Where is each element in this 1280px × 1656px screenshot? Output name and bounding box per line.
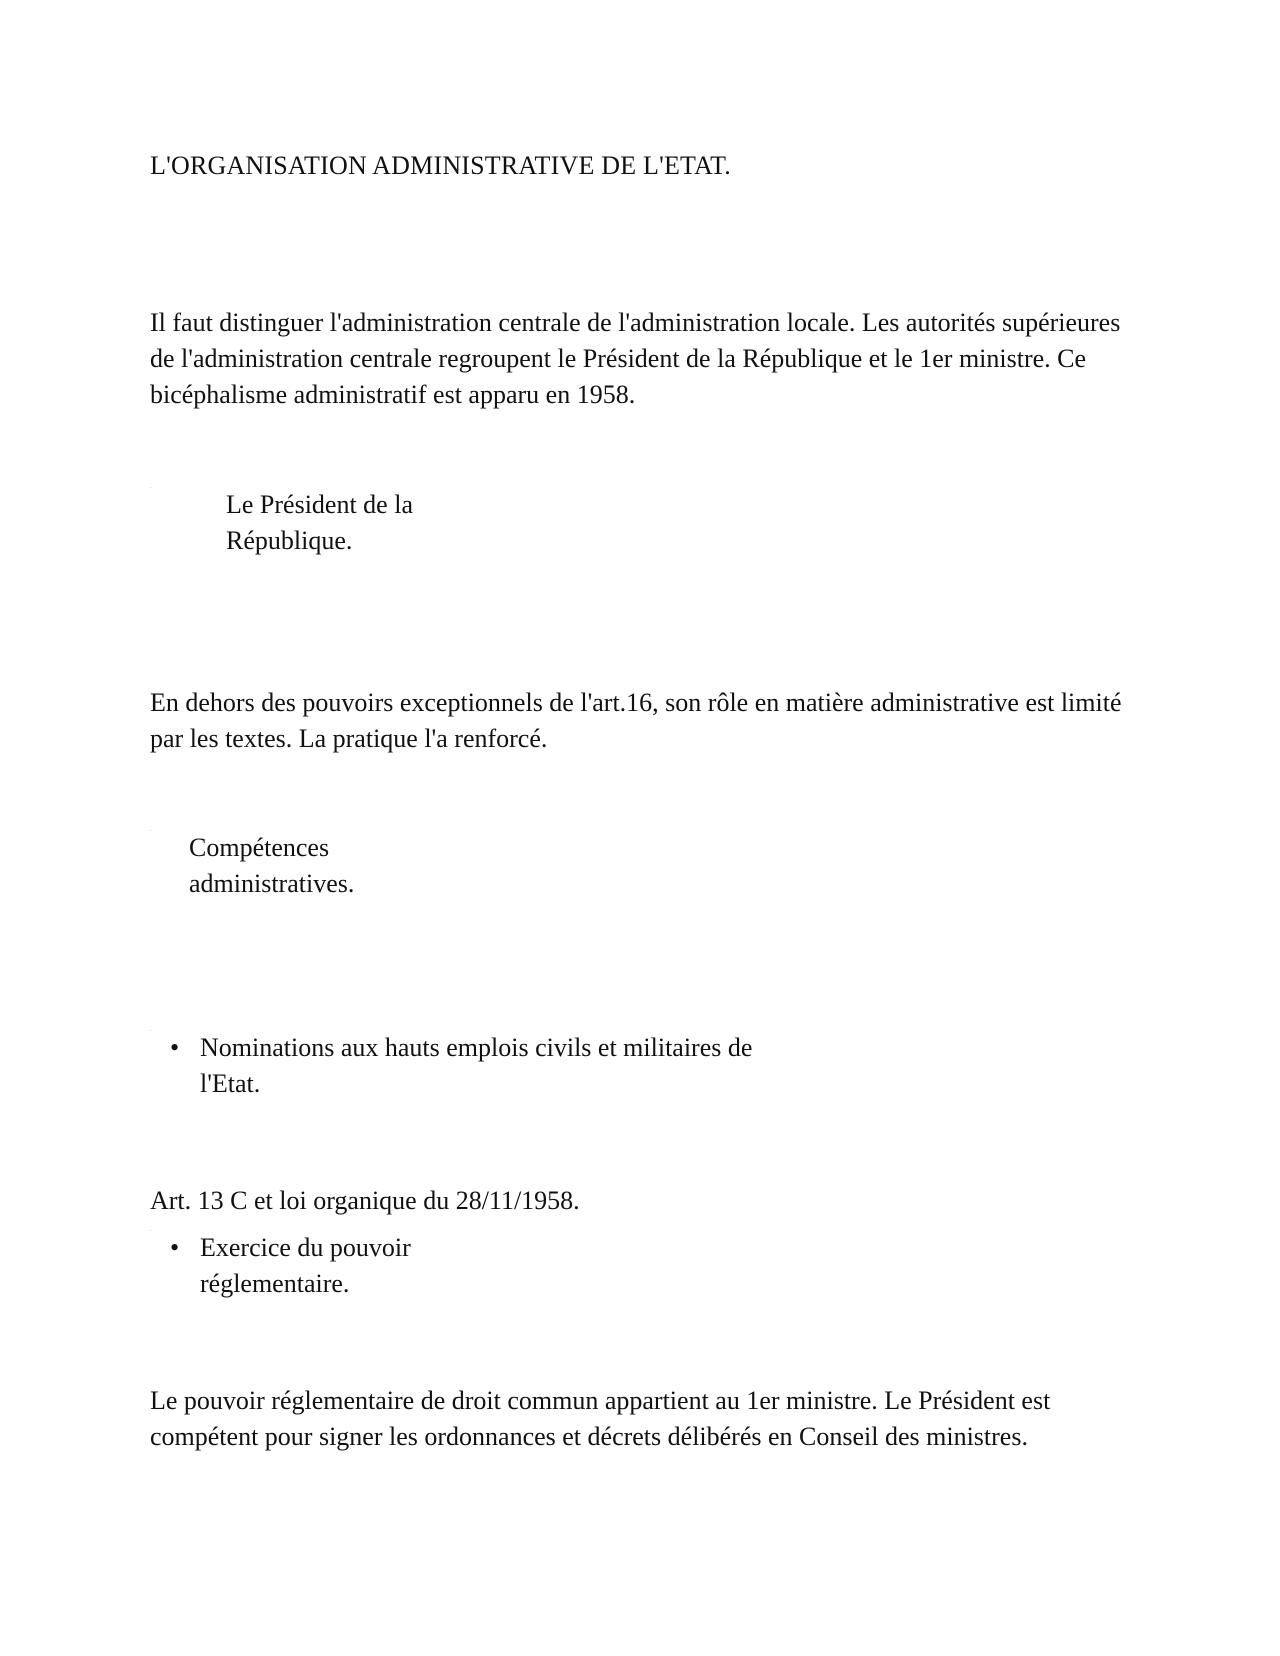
list-item-nominations [170,1030,760,1102]
role-paragraph: En dehors des pouvoirs exceptionnels de l'art.16, son rôle en matière administrative est limité par les textes. La pratique l'a renforcé. [150,688,1122,753]
article-reference: Art. 13 C et loi organique du 28/11/1958. [150,1186,580,1215]
margin-mark [150,1230,151,1231]
document-title: L'ORGANISATION ADMINISTRATIVE DE L'ETAT. [150,151,731,180]
intro-paragraph: Il faut distinguer l'administration centrale de l'administration locale. Les autorités supérieures de l'administration centrale regroupent le Président de la République et le 1er ministre. Ce bicéphalisme administratif est apparu en 1958. [150,308,1121,409]
bullet-icon: • [170,1033,180,1062]
margin-mark [150,1030,151,1031]
conclusion-paragraph: Le pouvoir réglementaire de droit commun appartient au 1er ministre. Le Président est compétent pour signer les ordonnances et décrets délibérés en Conseil des ministres. [150,1386,1051,1451]
margin-mark [150,487,151,488]
bullet-icon: • [170,1233,180,1262]
list-item-text: Exercice du pouvoir réglementaire. [200,1233,411,1298]
list-item-reglementaire [170,1230,530,1302]
section-heading-competences: Compétences administratives. [189,833,355,898]
list-item-text: Nominations aux hauts emplois civils et militaires de l'Etat. [200,1033,753,1098]
section-heading-president: Le Président de la République. [226,490,413,555]
margin-mark [150,830,151,831]
